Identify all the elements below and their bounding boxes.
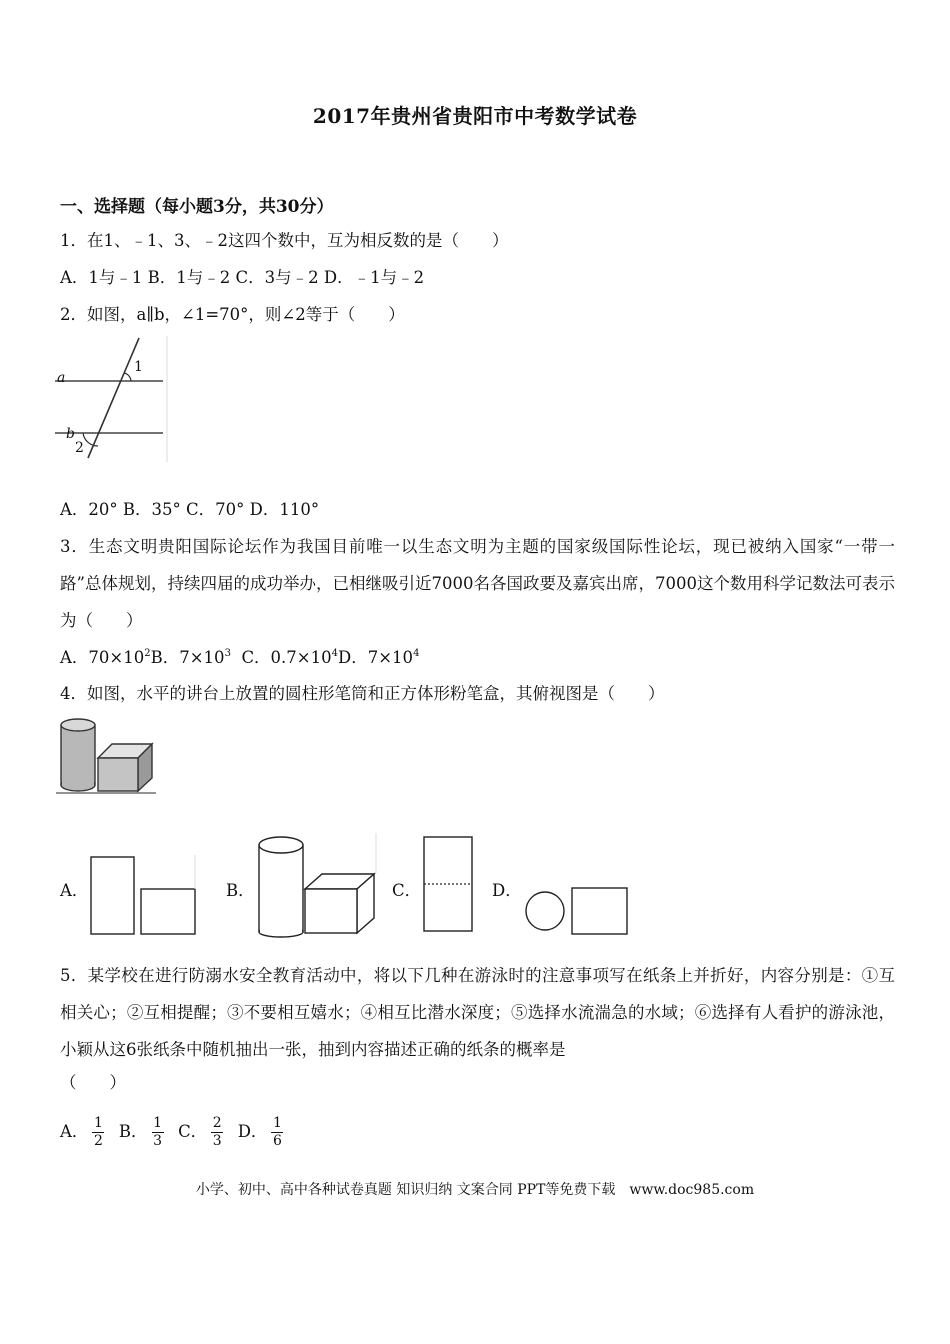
q5-option-d-den: 6 (272, 1133, 282, 1149)
q4-stem: 4．如图，水平的讲台上放置的圆柱形笔筒和正方体形粉笔盒，其俯视图是（ ） (60, 684, 665, 703)
q4-cylinder-and-cube-figure (56, 716, 156, 796)
q3-option-d: D．7×10 (338, 648, 414, 667)
q3-options (60, 646, 419, 670)
q5-stem-text: 5．某学校在进行防溺水安全教育活动中，将以下几种在游泳时的注意事项写在纸条上并折好，内容分别是：①互相关心；②互相提醒；③不要相互嬉水；④相互比潜水深度；⑤选择水流湍急的水域；⑥选择有人看护的游泳池，小颖从这6张纸条中随机抽出一张，抽到内容描述正确的纸条的概率是 (60, 966, 895, 1059)
q5-option-a-fraction (92, 1116, 104, 1149)
q3-exp-b: 3 (224, 648, 231, 659)
q3-option-c: C．0.7×10 (241, 648, 332, 667)
q4-option-b-figure (254, 833, 380, 937)
q5-option-b-den: 3 (153, 1133, 163, 1149)
q1-options: A．1与﹣1 B．1与﹣2 C．3与﹣2 D．﹣1与﹣2 (60, 268, 425, 287)
exam-title: 2017年贵州省贵阳市中考数学试卷 (312, 104, 638, 128)
q4-option-d-figure (524, 886, 632, 938)
q2-line-b-label: b (66, 426, 75, 442)
q2-angle1-label: 1 (134, 359, 143, 375)
q2-stem: 2．如图，a∥b，∠1=70°，则∠2等于（ ） (60, 305, 405, 324)
q5-option-c-num: 2 (212, 1115, 222, 1131)
q5-option-c-fraction (211, 1116, 223, 1149)
q4-option-c-figure (422, 835, 476, 935)
q4-option-c-label: C． (392, 881, 422, 900)
q3-option-a: A．70×10 (60, 648, 145, 667)
q5-option-c-den: 3 (212, 1133, 222, 1149)
q3-exp-a: 2 (144, 648, 151, 659)
q2-options: A．20° B．35° C．70° D．110° (60, 500, 320, 519)
q5-option-a-label: A． (60, 1122, 89, 1141)
q1-stem: 1．在1、﹣1、3、﹣2这四个数中，互为相反数的是（ ） (60, 231, 509, 250)
q2-line-a-label: a (57, 370, 66, 386)
q5-option-b-num: 1 (153, 1115, 163, 1131)
q5-options (60, 1113, 287, 1151)
q3-option-b: B．7×10 (150, 648, 225, 667)
section-heading: 一、选择题（每小题3分，共30分） (60, 197, 334, 217)
q5-stem (60, 957, 895, 1068)
q5-paren: （ ） (60, 1073, 126, 1092)
q3-stem-text: 3．生态文明贵阳国际论坛作为我国目前唯一以生态文明为主题的国家级国际性论坛，现已被纳入国家“一带一路”总体规划，持续四届的成功举办，已相继吸引近7000名各国政要及嘉宾出席，7000这个数用科学记数法可表示为（ ） (60, 537, 895, 630)
q5-option-d-fraction (271, 1116, 283, 1149)
q2-parallel-lines-figure (55, 336, 175, 464)
q5-option-b-fraction (152, 1116, 164, 1149)
q3-exp-d: 4 (413, 648, 420, 659)
q5-option-d-label: D． (237, 1122, 268, 1141)
q4-option-a-label: A． (60, 881, 89, 900)
q5-option-c-label: C． (178, 1122, 208, 1141)
q5-option-d-num: 1 (272, 1115, 282, 1131)
q3-exp-c: 4 (331, 648, 338, 659)
q5-option-a-num: 1 (93, 1115, 103, 1131)
q4-option-a-figure (89, 855, 199, 937)
q4-option-b-label: B． (226, 881, 255, 900)
q5-option-b-label: B． (118, 1122, 148, 1141)
page-footer: 小学、初中、高中各种试卷真题 知识归纳 文案合同 PPT等免费下载 www.doc985.com (195, 1182, 755, 1198)
q4-option-d-label: D． (492, 881, 522, 900)
q5-option-a-den: 2 (93, 1133, 103, 1149)
q3-stem (60, 528, 895, 639)
q2-angle2-label: 2 (75, 440, 84, 456)
